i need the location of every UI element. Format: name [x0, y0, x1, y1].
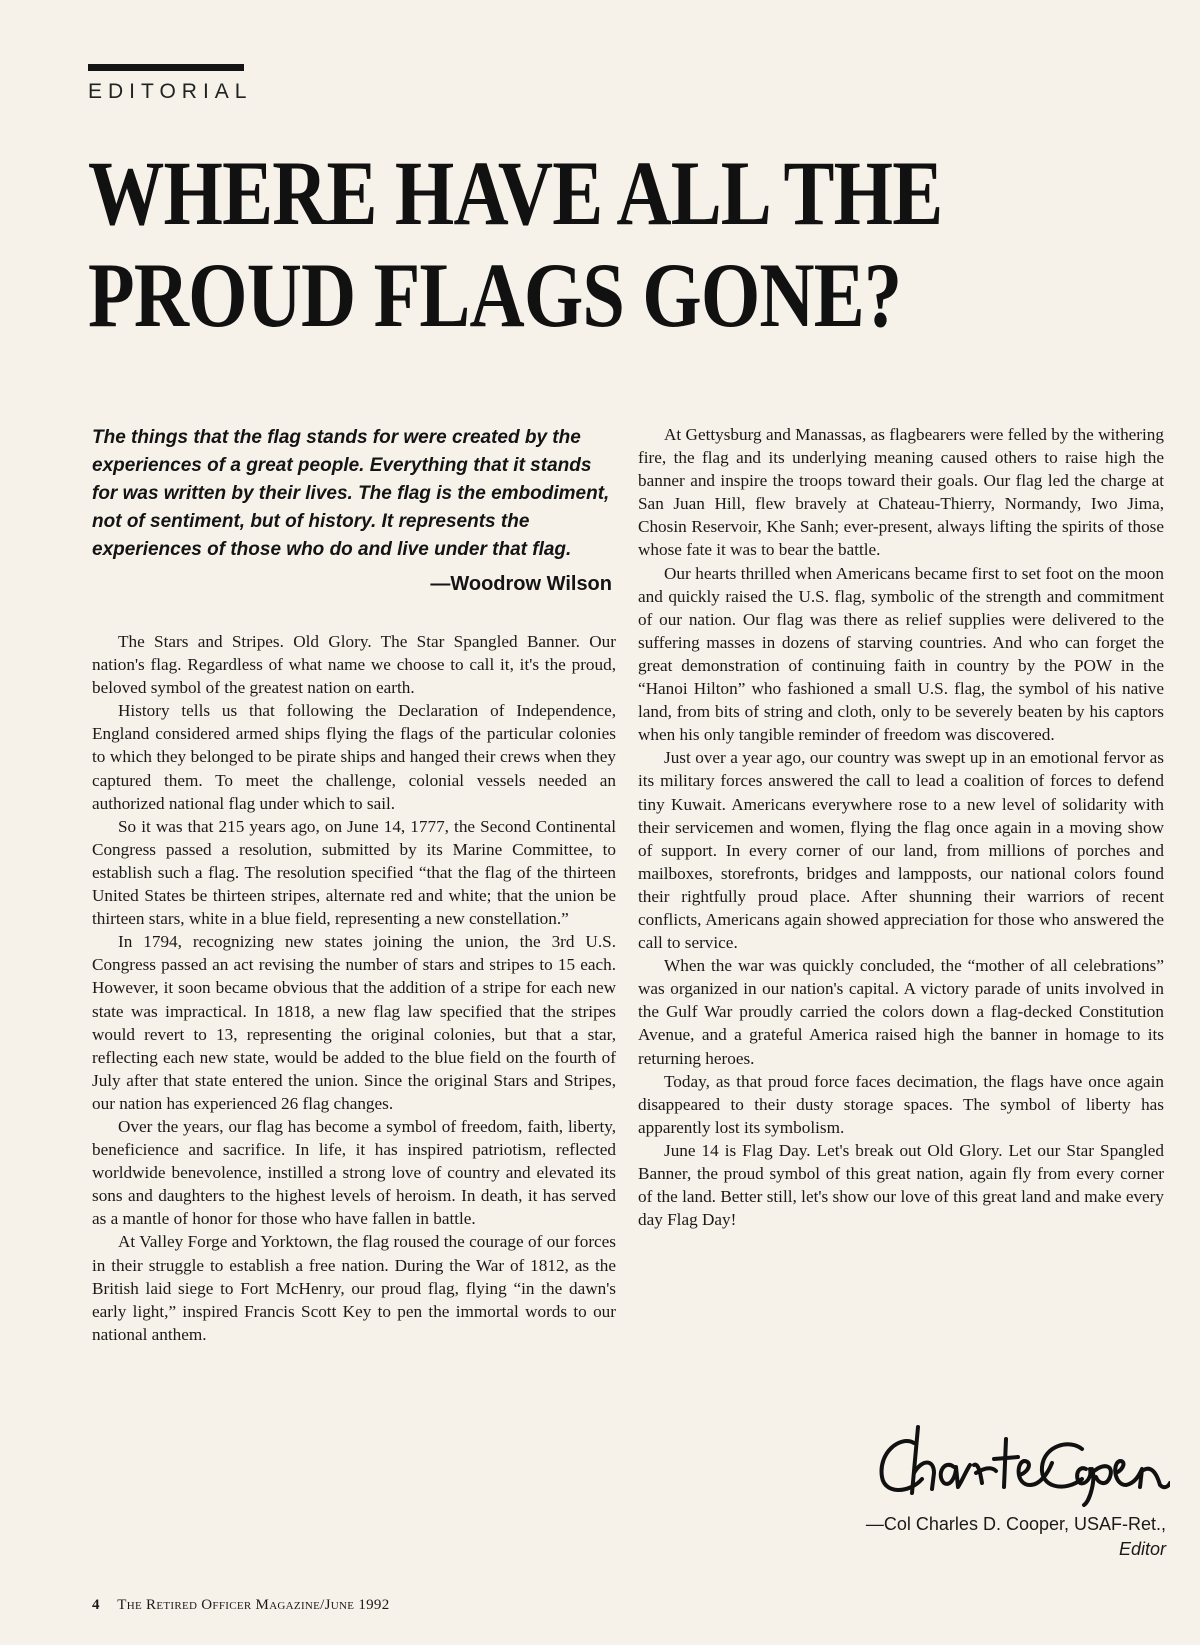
body-paragraph: So it was that 215 years ago, on June 14, 1777, the Second Continental Congress passed a resolution, submitted by its Marine Committee, to establish such a flag. The resolution specified “that the flag of the thirteen United States be thirteen stripes, alternate red and white; that the union be thirteen stars, white in a blue field, representing a new constellation.” [92, 816, 616, 929]
epigraph-quote: The things that the flag stands for were created by the experiences of a great people. Everything that it stands for was written by their lives. The flag is the embodiment, not of sentiment, but of history. It represents the experiences of those who do and live under that flag. [92, 427, 610, 560]
body-paragraph: Just over a year ago, our country was swept up in an emotional fervor as its military forces answered the call to lead a coalition of forces to defend tiny Kuwait. Americans everywhere rose to a new level of solidarity with their servicemen and women, flying the flag once again in a moving show of support. In every corner of our land, from millions of porches and mailboxes, storefronts, bridges and lampposts, our national colors found their rightfully proud place. After shunning their warriors of recent conflicts, Americans again showed appreciation for those who answered the call to service. [638, 748, 1164, 953]
editor-byline [700, 1512, 1166, 1562]
body-paragraph: June 14 is Flag Day. Let's break out Old Glory. Let our Star Spangled Banner, the proud symbol of this great nation, again fly from every corner of the land. Better still, let's show our love of this great land and make every day Flag Day! [638, 1140, 1164, 1230]
publication-name: The Retired Officer Magazine/June 1992 [117, 1597, 390, 1613]
body-paragraph: Over the years, our flag has become a symbol of freedom, faith, liberty, beneficience and sacrifice. In life, it has inspired patriotism, reflected worldwide benevolence, instilled a strong love of country and elevated its sons and daughters to the highest levels of heroism. In death, it has served as a mantle of honor for those who have fallen in battle. [92, 1116, 616, 1229]
body-column-right [638, 423, 1164, 1231]
page-footer [92, 1597, 390, 1614]
body-paragraph: At Valley Forge and Yorktown, the flag roused the courage of our forces in their struggle to establish a free nation. During the War of 1812, as the British laid siege to Fort McHenry, our proud flag, flying “in the dawn's early light,” inspired Francis Scott Key to pen the immortal words to our national anthem. [92, 1232, 616, 1344]
body-paragraph: At Gettysburg and Manassas, as flagbearers were felled by the withering fire, the flag and its underlying meaning caused others to raise high the banner and inspire the troops toward their goals. Our flag led the charge at San Juan Hill, flew bravely at Chateau-Thierry, Normandy, Iwo Jima, Chosin Reservoir, Khe Sanh; ever-present, always lifting the spirits of those whose fate it was to bear the battle. [638, 425, 1164, 560]
body-paragraph: The Stars and Stripes. Old Glory. The Star Spangled Banner. Our nation's flag. Regardless of what name we choose to call it, it's the proud, beloved symbol of the greatest nation on earth. [92, 632, 616, 698]
section-rule [88, 64, 244, 71]
headline-line-2: PROUD FLAGS GONE? [88, 244, 902, 346]
editor-role: Editor [1118, 1539, 1166, 1559]
handwritten-signature [870, 1415, 1170, 1510]
section-label: EDITORIAL [88, 80, 253, 103]
headline [88, 142, 951, 346]
page-number: 4 [92, 1597, 100, 1613]
body-column-left [92, 630, 616, 1346]
body-paragraph: Today, as that proud force faces decimation, the flags have once again disappeared to their dusty storage spaces. The symbol of liberty has apparently lost its symbolism. [638, 1071, 1164, 1137]
editor-name: —Col Charles D. Cooper, USAF-Ret., [865, 1514, 1166, 1534]
body-paragraph: In 1794, recognizing new states joining the union, the 3rd U.S. Congress passed an act revising the number of stars and stripes to 15 each. However, it soon became obvious that the addition of a stripe for each new state was impractical. In 1818, a new flag law specified that the stripes would revert to 13, representing the original colonies, but that a star, reflecting each new state, would be added to the blue field on the fourth of July after that state entered the union. Since the original Stars and Stripes, our nation has experienced 26 flag changes. [92, 932, 616, 1113]
body-paragraph: Our hearts thrilled when Americans became first to set foot on the moon and quickly raised the U.S. flag, symbolic of the strength and commitment of our nation. Our flag was there as relief supplies were delivered to the suffering masses in dozens of starving countries. And who can forget the great demonstration of continuing faith in country by the POW in the “Hanoi Hilton” who fashioned a small U.S. flag, the symbol of his native land, from bits of string and cloth, only to be severely beaten by his captors when his only tangible reminder of freedom was discovered. [638, 563, 1164, 745]
epigraph-attribution: —Woodrow Wilson [430, 573, 612, 595]
headline-line-1: WHERE HAVE ALL THE [88, 142, 943, 244]
body-paragraph: When the war was quickly concluded, the “mother of all celebrations” was organized in our nation's capital. A victory parade of units involved in the Gulf War proudly carried the colors down a flag-decked Constitution Avenue, and a grateful America raised high the banner in homage to its returning heroes. [638, 956, 1164, 1068]
body-paragraph: History tells us that following the Declaration of Independence, England considered armed ships flying the flags of the particular colonies to which they belonged to be pirate ships and hanged their crews when they captured them. To meet the challenge, colonial vessels needed an authorized national flag under which to sail. [92, 701, 616, 813]
